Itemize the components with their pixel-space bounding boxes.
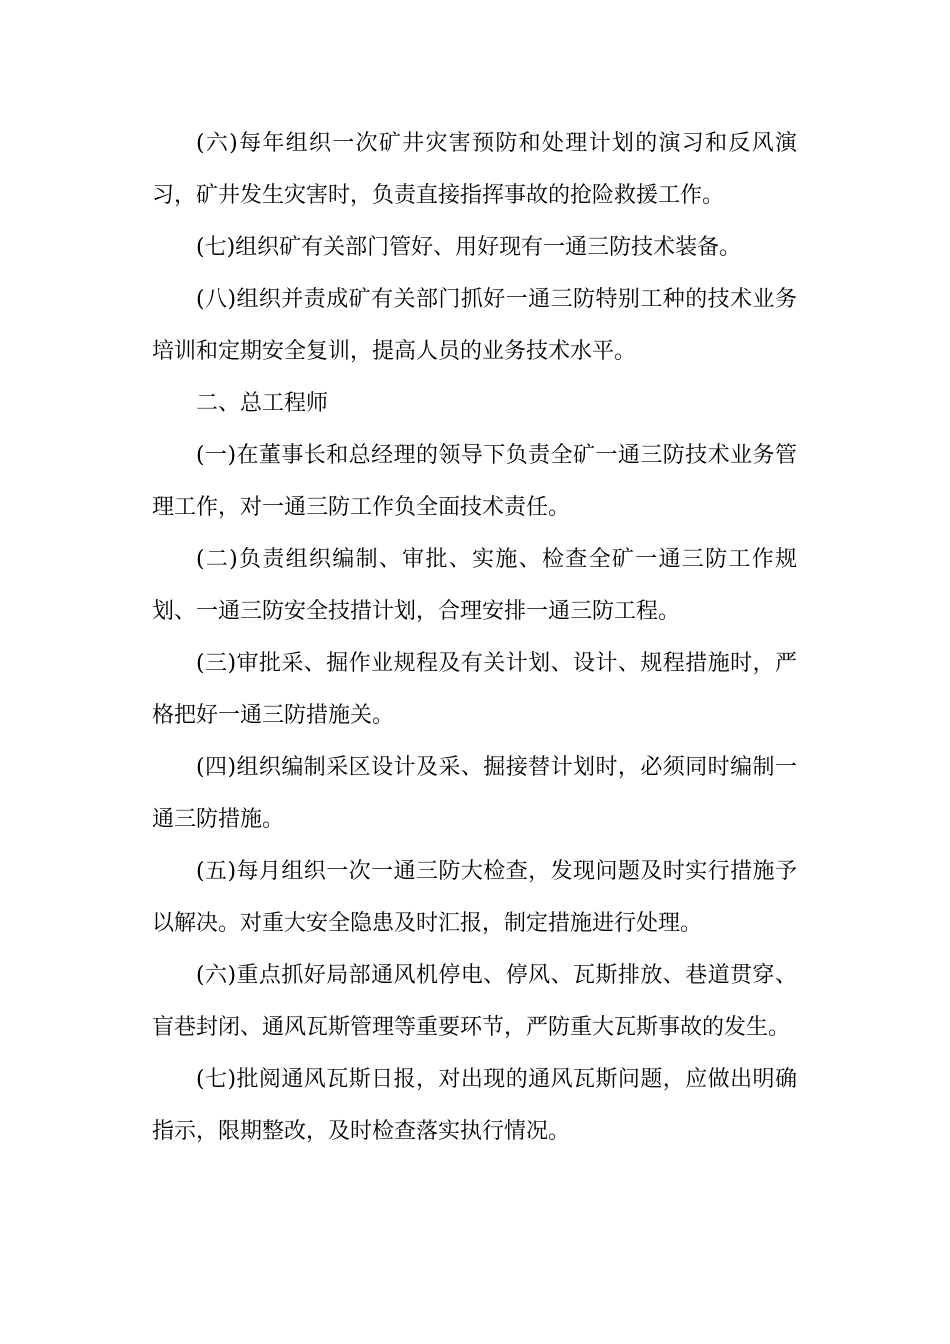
paragraph-gas-key-links: (六)重点抓好局部通风机停电、停风、瓦斯排放、巷道贯穿、盲巷封闭、通风瓦斯管理等重要环节，严防重大瓦斯事故的发生。 xyxy=(152,963,797,1040)
paragraph-equipment-management: (七)组织矿有关部门管好、用好现有一通三防技术装备。 xyxy=(196,235,742,260)
document-body xyxy=(152,118,797,1158)
paragraph-technical-responsibility: (一)在董事长和总经理的领导下负责全矿一通三防技术业务管理工作，对一通三防工作负全面技术责任。 xyxy=(152,443,797,520)
section-heading-chief-engineer: 二、总工程师 xyxy=(196,391,329,416)
paragraph-planning-approval: (二)负责组织编制、审批、实施、检查全矿一通三防工作规划、一通三防安全技措计划，合理安排一通三防工程。 xyxy=(152,547,797,624)
paragraph-monthly-inspection: (五)每月组织一次一通三防大检查，发现问题及时实行措施予以解决。对重大安全隐患及时汇报，制定措施进行处理。 xyxy=(152,859,797,936)
paragraph-mine-disaster-drill: (六)每年组织一次矿井灾害预防和处理计划的演习和反风演习，矿井发生灾害时，负责直接指挥事故的抢险救援工作。 xyxy=(152,131,797,208)
paragraph-procedure-review: (三)审批采、掘作业规程及有关计划、设计、规程措施时，严格把好一通三防措施关。 xyxy=(152,651,797,728)
paragraph-mining-area-design: (四)组织编制采区设计及采、掘接替计划时，必须同时编制一通三防措施。 xyxy=(152,755,797,832)
paragraph-daily-report-review: (七)批阅通风瓦斯日报，对出现的通风瓦斯问题，应做出明确指示，限期整改，及时检查落实执行情况。 xyxy=(152,1067,797,1144)
paragraph-staff-training: (八)组织并责成矿有关部门抓好一通三防特别工种的技术业务培训和定期安全复训，提高人员的业务技术水平。 xyxy=(152,287,797,364)
